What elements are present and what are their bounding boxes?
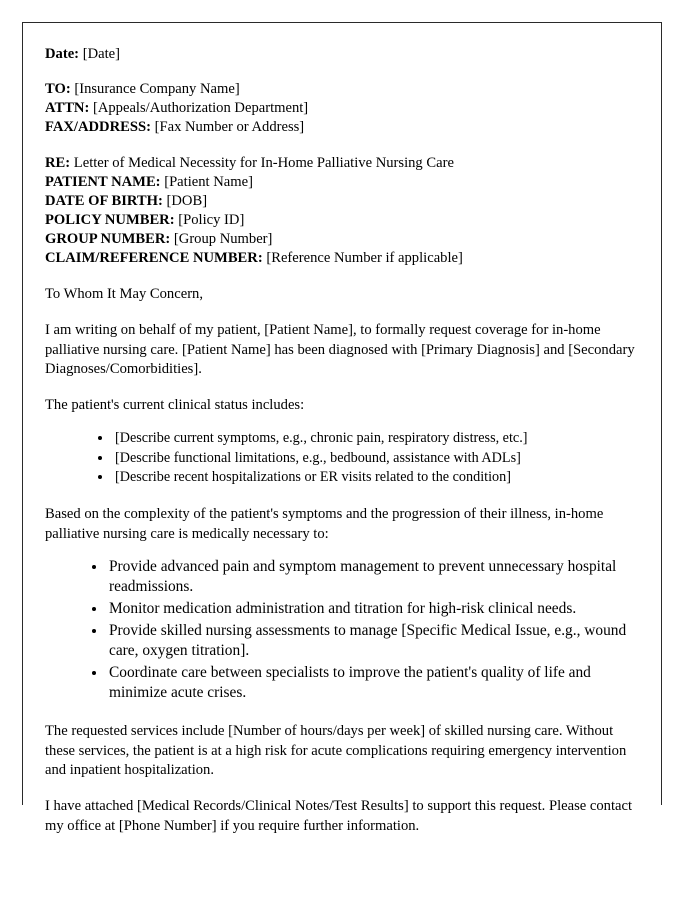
date-value: [Date] <box>82 46 120 62</box>
recipient-line-fax <box>45 118 635 137</box>
spacer-after-status-list <box>45 488 635 505</box>
reference-block <box>45 154 635 268</box>
clinical-status-list <box>45 429 635 488</box>
intro-paragraph: I am writing on behalf of my patient, [Patient Name], to formally request coverage for in-home palliative nursing care. [Patient Name] has been diagnosed with [Primary Diagnosis] and [Secondary Diagnoses/Comorbidities]. <box>45 322 635 377</box>
document-body <box>45 45 635 836</box>
spacer-after-recipient <box>45 137 635 154</box>
spacer-after-date <box>45 64 635 80</box>
reference-value-dob: [DOB] <box>166 192 208 209</box>
reference-label-patient-name: PATIENT NAME: <box>45 173 161 190</box>
spacer-after-intro <box>45 379 635 396</box>
reference-label-dob: DATE OF BIRTH: <box>45 192 163 209</box>
recipient-value-fax: [Fax Number or Address] <box>154 118 305 135</box>
recipient-line-to <box>45 80 635 99</box>
list-item: • Monitor medication administration and titration for high-risk clinical needs. <box>107 599 635 619</box>
reference-value-patient-name: [Patient Name] <box>164 173 253 190</box>
reference-line-patient-name <box>45 173 635 192</box>
recipient-value-attn: [Appeals/Authorization Department] <box>92 99 309 116</box>
closing-paragraph: I have attached [Medical Records/Clinical Notes/Test Results] to support this request. Please contact my office at [Phone Number] if you require further information. <box>45 798 633 834</box>
letter-content <box>23 23 661 836</box>
reference-label-group: GROUP NUMBER: <box>45 230 171 247</box>
reference-line-policy <box>45 211 635 230</box>
list-item: • Provide skilled nursing assessments to manage [Specific Medical Issue, e.g., wound care, oxygen titration]. <box>107 621 635 661</box>
recipient-label-to: TO: <box>45 80 71 97</box>
reference-value-claim: [Reference Number if applicable] <box>266 249 463 266</box>
spacer-after-necessity-list <box>45 705 635 722</box>
reference-line-group <box>45 230 635 249</box>
recipient-label-fax: FAX/ADDRESS: <box>45 118 151 135</box>
recipient-line-attn <box>45 99 635 118</box>
reference-line-claim <box>45 249 635 268</box>
reference-value-group: [Group Number] <box>173 230 273 247</box>
list-item: • Provide advanced pain and symptom management to prevent unnecessary hospital readmissions. <box>107 557 635 597</box>
recipient-value-to: [Insurance Company Name] <box>74 80 240 97</box>
list-item: • [Describe current symptoms, e.g., chronic pain, respiratory distress, etc.] <box>113 429 635 448</box>
spacer-after-reference <box>45 268 635 285</box>
date-label: Date: <box>45 46 80 62</box>
letter-page <box>22 22 662 834</box>
reference-value-re: Letter of Medical Necessity for In-Home Palliative Nursing Care <box>73 154 454 171</box>
reference-label-claim: CLAIM/REFERENCE NUMBER: <box>45 249 263 266</box>
status-intro: The patient's current clinical status includes: <box>45 397 305 414</box>
list-item: • [Describe recent hospitalizations or ER visits related to the condition] <box>113 468 635 487</box>
salutation: To Whom It May Concern, <box>45 285 203 302</box>
recipient-block <box>45 80 635 137</box>
services-paragraph: The requested services include [Number of hours/days per week] of skilled nursing care. Without these services, the patient is at a high risk for acute complications requiring emergency intervention and inpatient hospitalization. <box>45 723 627 779</box>
medical-necessity-list <box>45 557 635 703</box>
date-line <box>45 45 635 64</box>
list-item: • [Describe functional limitations, e.g., bedbound, assistance with ADLs] <box>113 449 635 468</box>
necessity-intro: Based on the complexity of the patient's symptoms and the progression of their illness, in-home palliative nursing care is medically necessary to: <box>45 506 604 542</box>
reference-label-re: RE: <box>45 154 71 171</box>
spacer-after-services <box>45 780 635 797</box>
recipient-label-attn: ATTN: <box>45 99 90 116</box>
reference-value-policy: [Policy ID] <box>178 211 245 228</box>
list-item: • Coordinate care between specialists to improve the patient's quality of life and minimize acute crises. <box>107 663 635 703</box>
reference-label-policy: POLICY NUMBER: <box>45 211 175 228</box>
reference-line-dob <box>45 192 635 211</box>
reference-line-re <box>45 154 635 173</box>
spacer-after-salutation <box>45 304 635 321</box>
